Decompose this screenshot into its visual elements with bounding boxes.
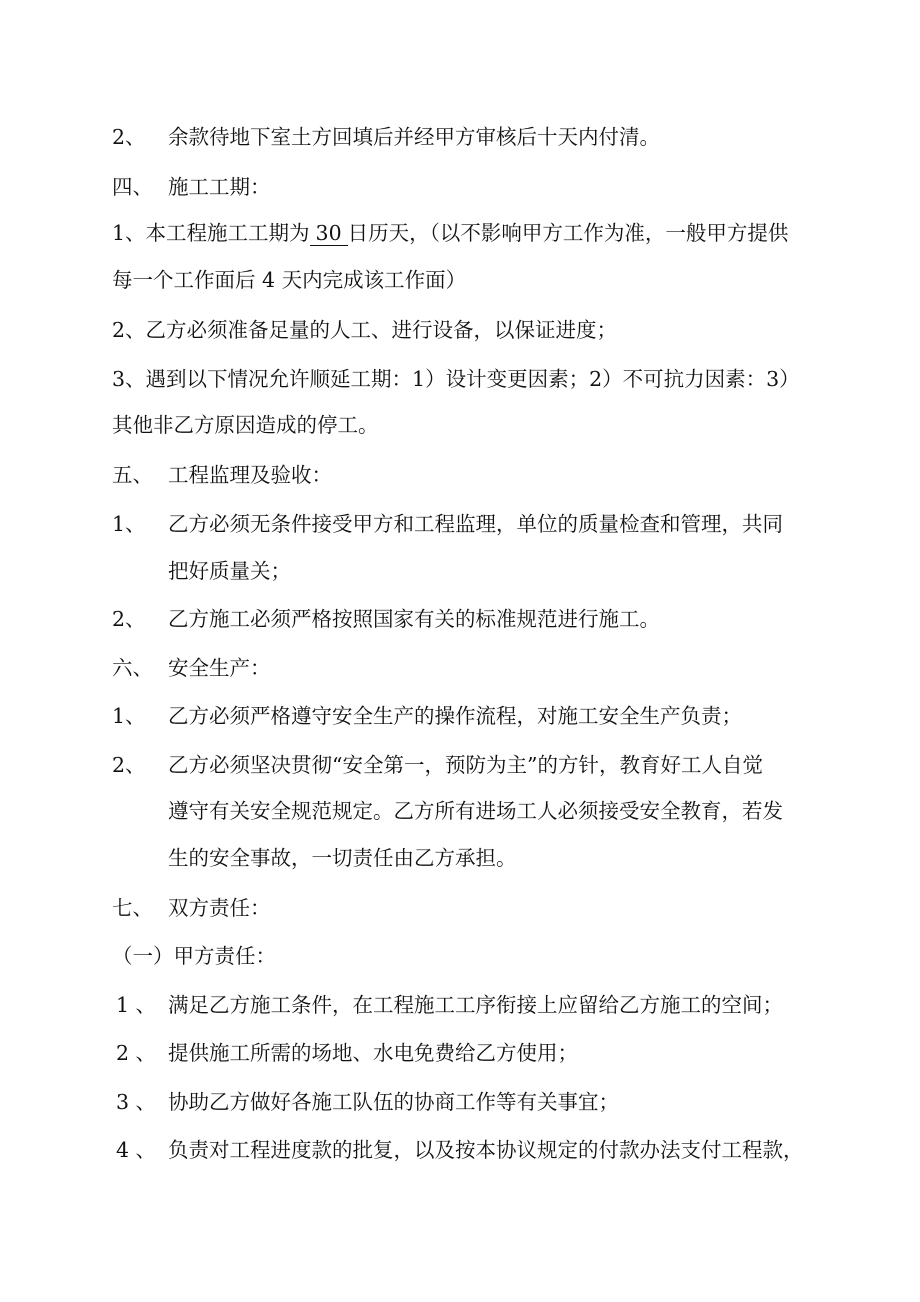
item-number: 2、 bbox=[112, 753, 146, 777]
item-number: 2、 bbox=[112, 607, 146, 631]
item-number: 2 、 bbox=[116, 1041, 157, 1065]
paragraph-text: 遵守有关安全规范规定。乙方所有进场工人必须接受安全教育，若发 bbox=[168, 799, 783, 823]
paragraph-text: 余款待地下室土方回填后并经甲方审核后十天内付清。 bbox=[168, 125, 660, 149]
item-number: 1、 bbox=[112, 704, 146, 728]
paragraph-text: 3、遇到以下情况允许顺延工期：1）设计变更因素；2）不可抗力因素：3） bbox=[112, 367, 800, 391]
paragraph-text: 提供施工所需的场地、水电免费给乙方使用； bbox=[168, 1041, 578, 1065]
section-number: 六、 bbox=[112, 656, 153, 680]
item-number: 1、 bbox=[112, 512, 146, 536]
item-number: 1 、 bbox=[116, 993, 157, 1017]
paragraph-text: 日历天，（以不影响甲方工作为准，一般甲方提供 bbox=[347, 221, 789, 245]
section-title: 工程监理及验收： bbox=[168, 463, 332, 487]
section-title: 双方责任： bbox=[168, 896, 271, 920]
paragraph-text: 负责对工程进度款的批复，以及按本协议规定的付款办法支付工程款， bbox=[168, 1138, 804, 1162]
paragraph-text: 乙方必须严格遵守安全生产的操作流程，对施工安全生产负责； bbox=[168, 704, 742, 728]
section-number: 四、 bbox=[112, 175, 153, 199]
paragraph-text: 乙方施工必须严格按照国家有关的标准规范进行施工。 bbox=[168, 607, 660, 631]
paragraph-text: 其他非乙方原因造成的停工。 bbox=[112, 413, 379, 437]
section-title: 安全生产： bbox=[168, 656, 271, 680]
paragraph-text: 每一个工作面后 4 天内完成该工作面） bbox=[112, 268, 467, 292]
section-title: 施工工期： bbox=[168, 175, 271, 199]
item-number: 2、 bbox=[112, 125, 146, 149]
paragraph-text: 乙方必须无条件接受甲方和工程监理，单位的质量检查和管理，共同 bbox=[168, 512, 783, 536]
paragraph-text: 生的安全事故，一切责任由乙方承担。 bbox=[168, 846, 517, 870]
paragraph-text: 2、乙方必须准备足量的人工、进行设备，以保证进度； bbox=[112, 318, 618, 342]
paragraph-text: 满足乙方施工条件，在工程施工工序衔接上应留给乙方施工的空间； bbox=[168, 993, 783, 1017]
paragraph-line bbox=[112, 223, 788, 246]
paragraph-text: 协助乙方做好各施工队伍的协商工作等有关事宜； bbox=[168, 1090, 619, 1114]
duration-value: 30 bbox=[310, 223, 348, 246]
paragraph-text: 1、本工程施工工期为 bbox=[112, 221, 310, 245]
subsection-title: （一）甲方责任： bbox=[112, 944, 276, 968]
item-number: 3 、 bbox=[116, 1090, 157, 1114]
paragraph-text: 乙方必须坚决贯彻“安全第一，预防为主”的方针，教育好工人自觉 bbox=[168, 753, 763, 777]
section-number: 七、 bbox=[112, 896, 153, 920]
paragraph-text: 把好质量关； bbox=[168, 559, 291, 583]
item-number: 4 、 bbox=[116, 1138, 157, 1162]
section-number: 五、 bbox=[112, 463, 153, 487]
